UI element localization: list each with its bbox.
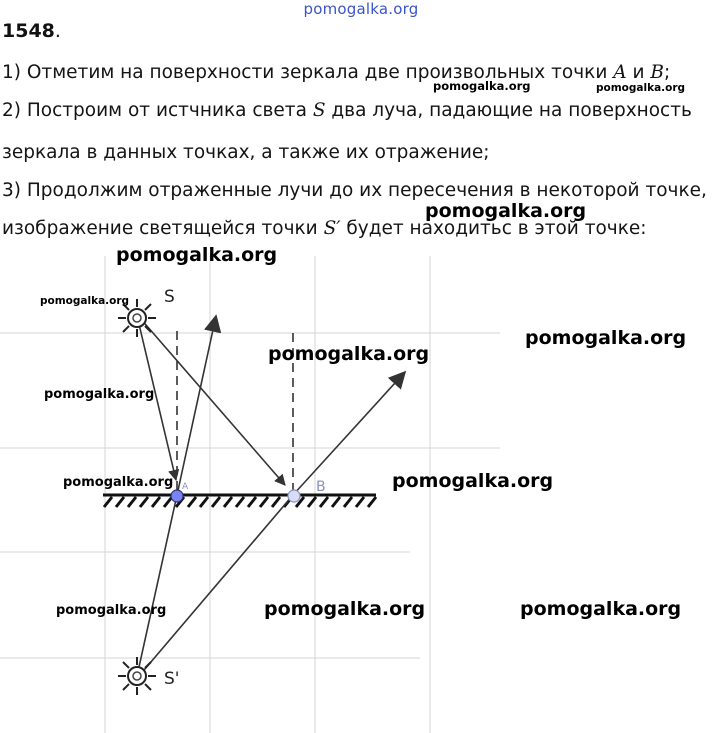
watermark: pomogalka.org (40, 295, 130, 307)
text-seg: изображение светящейся точки (2, 218, 324, 239)
watermark: pomogalka.org (596, 82, 686, 94)
watermark: pomogalka.org (433, 79, 531, 93)
watermark: pomogalka.org (56, 603, 167, 618)
watermark: pomogalka.org (63, 475, 174, 490)
extension-A (137, 495, 177, 676)
problem-number (2, 20, 61, 42)
text-seg: ; (664, 62, 671, 83)
text-seg: 3) Продолжим отраженные лучи до их пересечения в некоторой точке, (2, 180, 707, 201)
incident-ray-B (140, 318, 285, 485)
mirror-diagram (0, 248, 722, 733)
point-B (288, 490, 300, 502)
watermark: pomogalka.org (392, 470, 554, 492)
watermark: pomogalka.org (425, 200, 587, 222)
problem-number-suffix: . (54, 20, 61, 42)
watermark: pomogalka.org (264, 598, 426, 620)
mirror (103, 495, 376, 507)
reflected-ray-B (293, 372, 405, 495)
text-line-4 (2, 180, 707, 201)
problem-number-value: 1548 (2, 20, 55, 42)
text-seg: зеркала в данных точках, а также их отражение; (2, 142, 490, 163)
text-seg: будет находитьс в этой точке: (340, 218, 647, 239)
watermark: pomogalka.org (116, 244, 278, 266)
label-S-prime: S' (164, 669, 180, 689)
watermark: pomogalka.org (525, 327, 687, 349)
image-point-S-prime (118, 657, 156, 695)
watermark: pomogalka.org (520, 598, 682, 620)
site-link[interactable]: pomogalka.org (303, 0, 419, 18)
watermark: pomogalka.org (44, 387, 155, 402)
text-line-3 (2, 142, 490, 163)
text-line-2 (2, 100, 692, 121)
label-A: A (182, 482, 189, 492)
watermark: pomogalka.org (268, 343, 430, 365)
text-seg: два луча, падающие на поверхность (325, 100, 692, 121)
text-seg: и (626, 62, 651, 83)
var-S-prime: S′ (323, 218, 341, 239)
text-line-1 (2, 62, 670, 83)
label-S: S (164, 287, 175, 307)
var-A: A (613, 62, 627, 83)
text-seg: 2) Построим от истчника света (2, 100, 313, 121)
label-B: B (316, 479, 326, 495)
var-B: B (650, 62, 665, 83)
text-seg: 1) Отметим на поверхности зеркала две произвольных точки (2, 62, 614, 83)
extension-B (139, 495, 293, 676)
mirror-hatching (104, 497, 376, 507)
var-S: S (312, 100, 326, 121)
